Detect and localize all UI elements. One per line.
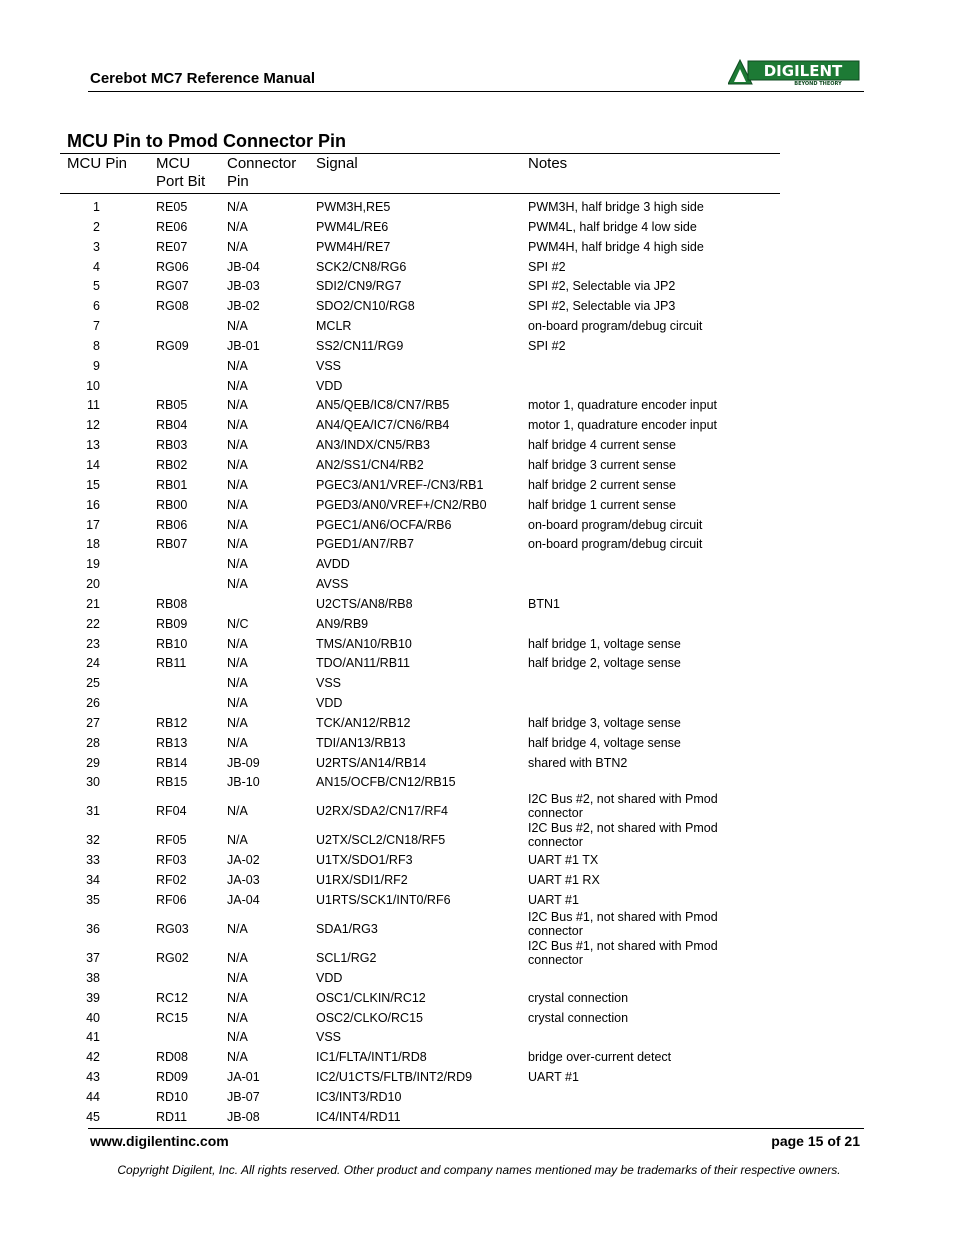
cell-mcu-pin: 11	[87, 398, 100, 413]
cell-signal: U1TX/SDO1/RF3	[316, 853, 413, 868]
cell-mcu-pin: 41	[86, 1030, 100, 1045]
cell-mcu-pin: 37	[86, 950, 100, 965]
cell-signal: U2TX/SCL2/CN18/RF5	[316, 833, 446, 848]
cell-connector-pin: N/A	[227, 557, 248, 572]
digilent-logo	[728, 58, 860, 86]
cell-notes: on-board program/debug circuit	[528, 517, 703, 532]
table-row	[0, 475, 954, 495]
cell-port-bit: RB01	[156, 477, 188, 492]
cell-signal: AVDD	[316, 557, 350, 572]
cell-connector-pin: N/A	[227, 537, 248, 552]
cell-connector-pin: N/A	[227, 696, 248, 711]
cell-notes: I2C Bus #1, not shared with Pmod connector	[528, 938, 718, 967]
cell-port-bit: RB13	[156, 735, 188, 750]
table-row	[0, 574, 954, 594]
cell-notes: SPI #2	[528, 259, 566, 274]
cell-mcu-pin: 15	[86, 477, 100, 492]
cell-port-bit: RE07	[156, 239, 188, 254]
table-row	[0, 772, 954, 792]
cell-port-bit: RE06	[156, 219, 188, 234]
footer-divider	[88, 1128, 864, 1129]
table-row	[0, 1107, 954, 1127]
document-title: Cerebot MC7 Reference Manual	[90, 70, 316, 87]
column-header-signal: Signal	[316, 155, 358, 172]
cell-signal: U1RX/SDI1/RF2	[316, 873, 408, 888]
cell-mcu-pin: 6	[93, 299, 100, 314]
cell-notes: UART #1	[528, 1070, 579, 1085]
cell-connector-pin: JA-01	[227, 1070, 260, 1085]
cell-mcu-pin: 33	[86, 853, 100, 868]
cell-port-bit: RE05	[156, 200, 188, 214]
cell-notes: PWM4H, half bridge 4 high side	[528, 239, 704, 254]
table-row	[0, 850, 954, 870]
column-header-port-bit: MCU Port Bit	[156, 155, 206, 190]
cell-mcu-pin: 1	[93, 200, 100, 214]
cell-mcu-pin: 20	[86, 577, 100, 592]
copyright-notice: Copyright Digilent, Inc. All rights reserved. Other product and company names mentioned may be trademarks of their respective owners.	[117, 1163, 841, 1177]
cell-notes: half bridge 2, voltage sense	[528, 656, 681, 671]
cell-signal: VDD	[316, 378, 343, 393]
cell-connector-pin: N/A	[227, 1050, 248, 1065]
cell-mcu-pin: 35	[86, 893, 100, 907]
cell-port-bit: RG06	[156, 259, 189, 274]
cell-notes: shared with BTN2	[528, 755, 628, 770]
cell-mcu-pin: 34	[86, 873, 100, 888]
cell-signal: PWM4H/RE7	[316, 239, 391, 254]
cell-signal: OSC2/CLKO/RC15	[316, 1010, 423, 1025]
table-row	[0, 495, 954, 515]
cell-port-bit: RD08	[156, 1050, 188, 1065]
cell-signal: U2RX/SDA2/CN17/RF4	[316, 804, 448, 819]
cell-notes: motor 1, quadrature encoder input	[528, 398, 718, 413]
cell-connector-pin: N/A	[227, 1010, 248, 1025]
cell-connector-pin: N/A	[227, 833, 248, 848]
cell-signal: PGED3/AN0/VREF+/CN2/RB0	[316, 497, 487, 512]
cell-port-bit: RB06	[156, 517, 188, 532]
cell-signal: U2RTS/AN14/RB14	[316, 755, 427, 770]
cell-mcu-pin: 14	[86, 457, 100, 472]
cell-connector-pin: N/A	[227, 398, 248, 413]
cell-connector-pin: N/C	[227, 616, 249, 631]
cell-mcu-pin: 43	[86, 1070, 100, 1085]
cell-port-bit: RD09	[156, 1070, 188, 1085]
cell-port-bit: RB07	[156, 537, 188, 552]
cell-mcu-pin: 45	[86, 1109, 100, 1124]
cell-connector-pin: N/A	[227, 656, 248, 671]
cell-port-bit: RB08	[156, 596, 188, 611]
table-row	[0, 554, 954, 574]
cell-connector-pin: JB-08	[227, 1109, 260, 1124]
cell-connector-pin: N/A	[227, 676, 248, 691]
cell-signal: IC4/INT4/RD11	[316, 1109, 401, 1124]
cell-notes: UART #1 TX	[528, 853, 599, 868]
cell-connector-pin: N/A	[227, 319, 248, 334]
cell-port-bit: RF03	[156, 853, 187, 868]
cell-connector-pin: JB-02	[227, 299, 260, 314]
table-row	[0, 415, 954, 435]
cell-notes: half bridge 2 current sense	[528, 477, 677, 492]
cell-mcu-pin: 27	[86, 715, 100, 730]
cell-signal: AN15/OCFB/CN12/RB15	[316, 775, 456, 790]
cell-port-bit: RD10	[156, 1089, 188, 1104]
table-row	[0, 939, 954, 968]
cell-port-bit: RD11	[156, 1109, 188, 1124]
cell-notes: half bridge 1 current sense	[528, 497, 677, 512]
cell-notes: SPI #2, Selectable via JP2	[528, 279, 676, 294]
svg-text:DIGILENT: DIGILENT	[763, 62, 843, 80]
cell-notes: bridge over-current detect	[528, 1050, 672, 1065]
cell-mcu-pin: 36	[86, 921, 100, 936]
cell-port-bit: RB10	[156, 636, 188, 651]
table-row	[0, 455, 954, 475]
table-row	[0, 713, 954, 733]
table-row	[0, 376, 954, 396]
cell-mcu-pin: 24	[86, 656, 100, 671]
cell-mcu-pin: 2	[93, 219, 100, 234]
table-row	[0, 753, 954, 773]
cell-mcu-pin: 17	[86, 517, 100, 532]
table-row	[0, 1087, 954, 1107]
cell-port-bit: RB11	[156, 656, 187, 671]
cell-mcu-pin: 25	[86, 676, 100, 691]
cell-port-bit: RB15	[156, 775, 188, 790]
table-row	[0, 237, 954, 257]
cell-signal: VDD	[316, 696, 343, 711]
cell-notes: PWM4L, half bridge 4 low side	[528, 219, 697, 234]
cell-connector-pin: N/A	[227, 378, 248, 393]
column-header-connector-pin: Connector Pin	[227, 155, 297, 190]
cell-connector-pin: N/A	[227, 457, 248, 472]
cell-signal: TMS/AN10/RB10	[316, 636, 412, 651]
cell-port-bit: RG02	[156, 950, 189, 965]
cell-connector-pin: N/A	[227, 970, 248, 985]
cell-notes: UART #1	[528, 893, 579, 907]
cell-port-bit: RB03	[156, 438, 188, 453]
cell-connector-pin: N/A	[227, 990, 248, 1005]
cell-signal: PWM3H,RE5	[316, 200, 391, 214]
cell-notes: SPI #2, Selectable via JP3	[528, 299, 676, 314]
cell-port-bit: RB12	[156, 715, 188, 730]
cell-signal: AN3/INDX/CN5/RB3	[316, 438, 430, 453]
cell-notes: half bridge 1, voltage sense	[528, 636, 681, 651]
cell-signal: U1RTS/SCK1/INT0/RF6	[316, 893, 451, 907]
cell-signal: AN2/SS1/CN4/RB2	[316, 457, 424, 472]
cell-notes: I2C Bus #2, not shared with Pmod connector	[528, 821, 718, 850]
cell-connector-pin: N/A	[227, 497, 248, 512]
cell-notes: I2C Bus #1, not shared with Pmod connector	[528, 909, 718, 938]
cell-mcu-pin: 5	[93, 279, 100, 294]
footer-website: www.digilentinc.com	[90, 1133, 229, 1149]
cell-connector-pin: N/A	[227, 735, 248, 750]
cell-signal: U2CTS/AN8/RB8	[316, 596, 413, 611]
table-row	[0, 634, 954, 654]
cell-connector-pin: JB-07	[227, 1089, 260, 1104]
cell-port-bit: RF04	[156, 804, 187, 819]
cell-connector-pin: N/A	[227, 577, 248, 592]
table-row	[0, 336, 954, 356]
cell-signal: SCK2/CN8/RG6	[316, 259, 407, 274]
svg-text:BEYOND THEORY: BEYOND THEORY	[794, 81, 842, 86]
cell-port-bit: RC12	[156, 990, 188, 1005]
table-row	[0, 614, 954, 634]
cell-mcu-pin: 26	[86, 696, 100, 711]
cell-signal: VSS	[316, 676, 342, 691]
cell-signal: SDA1/RG3	[316, 921, 378, 936]
table-row	[0, 673, 954, 693]
table-row	[0, 594, 954, 614]
cell-connector-pin: JB-09	[227, 755, 260, 770]
cell-mcu-pin: 30	[86, 775, 100, 790]
table-row	[0, 968, 954, 988]
cell-signal: AN4/QEA/IC7/CN6/RB4	[316, 418, 450, 433]
cell-signal: AN5/QEB/IC8/CN7/RB5	[316, 398, 450, 413]
table-row	[0, 217, 954, 237]
cell-signal: IC1/FLTA/INT1/RD8	[316, 1050, 427, 1065]
cell-mcu-pin: 32	[86, 833, 100, 848]
cell-port-bit: RG07	[156, 279, 189, 294]
cell-connector-pin: N/A	[227, 1030, 248, 1045]
cell-mcu-pin: 18	[86, 537, 100, 552]
cell-mcu-pin: 13	[86, 438, 100, 453]
cell-mcu-pin: 16	[86, 497, 100, 512]
cell-notes: on-board program/debug circuit	[528, 537, 703, 552]
cell-notes: UART #1 RX	[528, 873, 600, 888]
cell-connector-pin: N/A	[227, 636, 248, 651]
cell-connector-pin: N/A	[227, 950, 248, 965]
cell-port-bit: RB02	[156, 457, 188, 472]
cell-signal: PWM4L/RE6	[316, 219, 389, 234]
cell-connector-pin: N/A	[227, 715, 248, 730]
cell-mcu-pin: 40	[86, 1010, 100, 1025]
cell-signal: SCL1/RG2	[316, 950, 377, 965]
cell-signal: AVSS	[316, 577, 349, 592]
cell-signal: SDO2/CN10/RG8	[316, 299, 415, 314]
table-row	[0, 890, 954, 910]
table-row	[0, 693, 954, 713]
cell-port-bit: RG03	[156, 921, 189, 936]
cell-mcu-pin: 21	[86, 596, 100, 611]
cell-mcu-pin: 39	[86, 990, 100, 1005]
cell-notes: I2C Bus #2, not shared with Pmod connector	[528, 792, 718, 821]
cell-port-bit: RB05	[156, 398, 188, 413]
cell-connector-pin: N/A	[227, 219, 248, 234]
table-row	[0, 733, 954, 753]
cell-connector-pin: JA-03	[227, 873, 260, 888]
table-row	[0, 395, 954, 415]
cell-mcu-pin: 8	[93, 338, 100, 353]
cell-signal: IC2/U1CTS/FLTB/INT2/RD9	[316, 1070, 473, 1085]
table-row	[0, 821, 954, 850]
cell-signal: IC3/INT3/RD10	[316, 1089, 402, 1104]
cell-notes: half bridge 3, voltage sense	[528, 715, 681, 730]
cell-mcu-pin: 7	[93, 319, 100, 334]
cell-signal: TDO/AN11/RB11	[316, 656, 411, 671]
cell-port-bit: RC15	[156, 1010, 188, 1025]
table-row	[0, 988, 954, 1008]
cell-connector-pin: N/A	[227, 517, 248, 532]
cell-signal: VDD	[316, 970, 343, 985]
cell-connector-pin: N/A	[227, 418, 248, 433]
cell-port-bit: RB04	[156, 418, 188, 433]
cell-signal: MCLR	[316, 319, 352, 334]
table-row	[0, 257, 954, 277]
cell-connector-pin: JA-04	[227, 893, 260, 907]
table-row	[0, 435, 954, 455]
cell-notes: half bridge 4, voltage sense	[528, 735, 681, 750]
table-row	[0, 356, 954, 376]
cell-mcu-pin: 38	[86, 970, 100, 985]
pin-table-body	[0, 197, 954, 1127]
cell-signal: TDI/AN13/RB13	[316, 735, 406, 750]
cell-mcu-pin: 44	[86, 1089, 100, 1104]
section-heading: MCU Pin to Pmod Connector Pin	[67, 131, 346, 151]
cell-connector-pin: N/A	[227, 438, 248, 453]
cell-notes: half bridge 4 current sense	[528, 438, 677, 453]
cell-mcu-pin: 28	[86, 735, 100, 750]
cell-port-bit: RB09	[156, 616, 188, 631]
column-header-mcu-pin: MCU Pin	[67, 155, 128, 172]
table-row	[0, 515, 954, 535]
cell-connector-pin: JA-02	[227, 853, 260, 868]
cell-connector-pin: N/A	[227, 200, 248, 214]
table-row	[0, 316, 954, 336]
table-row	[0, 1047, 954, 1067]
table-row	[0, 792, 954, 821]
cell-port-bit: RG08	[156, 299, 189, 314]
cell-mcu-pin: 3	[93, 239, 100, 254]
cell-signal: PGEC1/AN6/OCFA/RB6	[316, 517, 452, 532]
table-row	[0, 296, 954, 316]
cell-connector-pin: JB-10	[227, 775, 260, 790]
table-row	[0, 1067, 954, 1087]
cell-mcu-pin: 29	[86, 755, 100, 770]
cell-signal: VSS	[316, 1030, 342, 1045]
cell-port-bit: RB14	[156, 755, 188, 770]
cell-notes: half bridge 3 current sense	[528, 457, 677, 472]
cell-port-bit: RF05	[156, 833, 187, 848]
cell-mcu-pin: 42	[86, 1050, 100, 1065]
cell-notes: BTN1	[528, 596, 560, 611]
cell-signal: PGEC3/AN1/VREF-/CN3/RB1	[316, 477, 484, 492]
page-number: page 15 of 21	[771, 1133, 860, 1149]
cell-signal: SS2/CN11/RG9	[316, 338, 404, 353]
column-header-notes: Notes	[528, 155, 568, 172]
cell-connector-pin: JB-04	[227, 259, 260, 274]
cell-mcu-pin: 23	[86, 636, 100, 651]
cell-mcu-pin: 10	[86, 378, 100, 393]
cell-signal: TCK/AN12/RB12	[316, 715, 411, 730]
table-row	[0, 1008, 954, 1028]
cell-signal: AN9/RB9	[316, 616, 369, 631]
cell-notes: motor 1, quadrature encoder input	[528, 418, 718, 433]
table-row	[0, 197, 954, 217]
table-row	[0, 653, 954, 673]
cell-signal: OSC1/CLKIN/RC12	[316, 990, 426, 1005]
cell-notes: crystal connection	[528, 990, 629, 1005]
cell-notes: SPI #2	[528, 338, 566, 353]
cell-mcu-pin: 4	[93, 259, 100, 274]
cell-notes: crystal connection	[528, 1010, 629, 1025]
cell-port-bit: RF02	[156, 873, 187, 888]
table-header-border	[60, 193, 780, 194]
cell-notes: PWM3H, half bridge 3 high side	[528, 200, 704, 214]
cell-signal: VSS	[316, 358, 342, 373]
table-row	[0, 910, 954, 939]
cell-port-bit: RG09	[156, 338, 189, 353]
table-row	[0, 870, 954, 890]
cell-signal: PGED1/AN7/RB7	[316, 537, 414, 552]
cell-connector-pin: N/A	[227, 477, 248, 492]
cell-connector-pin: N/A	[227, 804, 248, 819]
header-divider	[88, 91, 864, 92]
cell-connector-pin: N/A	[227, 358, 248, 373]
cell-port-bit: RB00	[156, 497, 188, 512]
cell-connector-pin: N/A	[227, 239, 248, 254]
table-row	[0, 1027, 954, 1047]
cell-port-bit: RF06	[156, 893, 187, 907]
cell-mcu-pin: 22	[86, 616, 100, 631]
cell-connector-pin: N/A	[227, 921, 248, 936]
cell-signal: SDI2/CN9/RG7	[316, 279, 402, 294]
cell-connector-pin: JB-01	[227, 338, 260, 353]
table-row	[0, 534, 954, 554]
table-row	[0, 276, 954, 296]
cell-mcu-pin: 12	[86, 418, 100, 433]
cell-mcu-pin: 19	[86, 557, 100, 572]
cell-mcu-pin: 9	[93, 358, 100, 373]
cell-notes: on-board program/debug circuit	[528, 319, 703, 334]
cell-connector-pin: JB-03	[227, 279, 260, 294]
cell-mcu-pin: 31	[86, 804, 100, 819]
table-top-border	[60, 153, 780, 154]
